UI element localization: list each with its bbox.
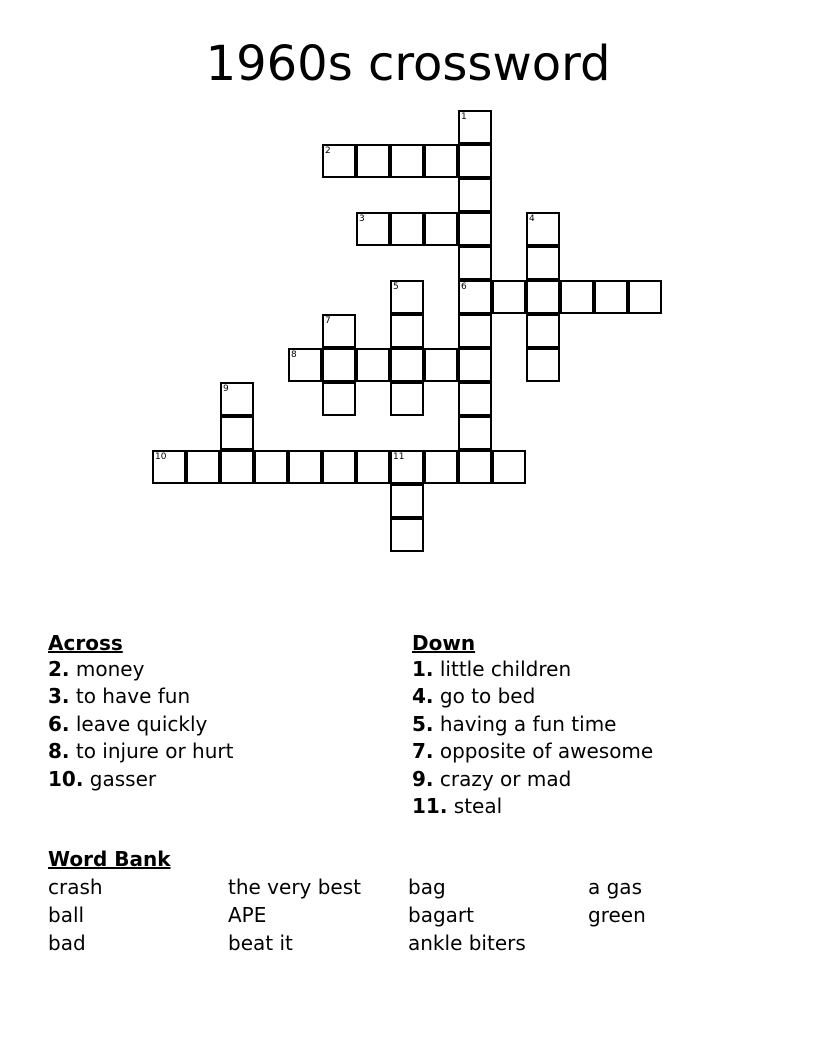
grid-cell[interactable] xyxy=(220,450,254,484)
clue-number: 9. xyxy=(412,766,434,791)
across-clue xyxy=(48,711,233,738)
clue-text: having a fun time xyxy=(433,711,617,736)
clue-text: little children xyxy=(433,657,572,681)
clue-number: 8. xyxy=(48,739,70,764)
clue-text: go to bed xyxy=(433,684,536,709)
word-bank-item: crash xyxy=(48,875,103,899)
clue-number: 11. xyxy=(412,794,448,819)
down-clue xyxy=(412,656,653,683)
grid-cell[interactable] xyxy=(458,280,492,314)
word-bank-item: green xyxy=(588,903,646,927)
word-bank-item: bag xyxy=(408,875,446,899)
clue-number: 4. xyxy=(412,684,434,709)
clue-text: to have fun xyxy=(69,684,191,709)
grid-cell[interactable] xyxy=(356,450,390,484)
grid-cell[interactable] xyxy=(288,348,322,382)
word-bank-item: the very best xyxy=(228,875,361,899)
grid-cell[interactable] xyxy=(526,348,560,382)
word-bank-item: APE xyxy=(228,903,267,927)
down-clue xyxy=(412,711,653,738)
grid-cell[interactable] xyxy=(424,212,458,246)
grid-cell[interactable] xyxy=(322,382,356,416)
grid-cell[interactable] xyxy=(628,280,662,314)
word-bank-item: bad xyxy=(48,931,86,955)
grid-cell[interactable] xyxy=(186,450,220,484)
grid-cell[interactable] xyxy=(458,212,492,246)
grid-cell[interactable] xyxy=(458,178,492,212)
clue-text: crazy or mad xyxy=(433,766,572,791)
down-clue xyxy=(412,766,653,793)
cell-number: 6 xyxy=(461,282,467,292)
grid-cell[interactable] xyxy=(390,382,424,416)
word-bank-item: ankle biters xyxy=(408,931,526,955)
grid-cell[interactable] xyxy=(458,416,492,450)
grid-cell[interactable] xyxy=(458,144,492,178)
grid-cell[interactable] xyxy=(356,144,390,178)
across-clue xyxy=(48,683,233,710)
grid-cell[interactable] xyxy=(390,314,424,348)
grid-cell[interactable] xyxy=(322,144,356,178)
grid-cell[interactable] xyxy=(390,348,424,382)
grid-cell[interactable] xyxy=(390,484,424,518)
grid-cell[interactable] xyxy=(492,280,526,314)
grid-cell[interactable] xyxy=(526,246,560,280)
grid-cell[interactable] xyxy=(254,450,288,484)
grid-cell[interactable] xyxy=(220,382,254,416)
grid-cell[interactable] xyxy=(458,450,492,484)
cell-number: 7 xyxy=(325,316,331,326)
across-clue xyxy=(48,766,233,793)
clue-text: gasser xyxy=(83,766,157,791)
clue-number: 10. xyxy=(48,766,84,791)
grid-cell[interactable] xyxy=(356,348,390,382)
across-clue xyxy=(48,738,233,765)
grid-cell[interactable] xyxy=(526,314,560,348)
grid-cell[interactable] xyxy=(526,280,560,314)
grid-cell[interactable] xyxy=(152,450,186,484)
cell-number: 9 xyxy=(223,384,229,394)
grid-cell[interactable] xyxy=(424,348,458,382)
grid-cell[interactable] xyxy=(594,280,628,314)
cell-number: 3 xyxy=(359,214,365,224)
down-clue xyxy=(412,738,653,765)
grid-cell[interactable] xyxy=(424,144,458,178)
word-bank-item: beat it xyxy=(228,931,293,955)
cell-number: 2 xyxy=(325,146,331,156)
clue-number: 1. xyxy=(412,657,434,681)
grid-cell[interactable] xyxy=(322,450,356,484)
clue-text: money xyxy=(69,657,145,681)
grid-cell[interactable] xyxy=(390,450,424,484)
grid-cell[interactable] xyxy=(390,518,424,552)
down-clues xyxy=(412,630,653,820)
grid-cell[interactable] xyxy=(560,280,594,314)
clue-text: to injure or hurt xyxy=(69,739,234,764)
clue-text: opposite of awesome xyxy=(433,739,654,764)
down-heading: Down xyxy=(412,631,476,655)
across-heading: Across xyxy=(48,631,123,655)
grid-cell[interactable] xyxy=(356,212,390,246)
grid-cell[interactable] xyxy=(288,450,322,484)
grid-cell[interactable] xyxy=(390,144,424,178)
grid-cell[interactable] xyxy=(322,314,356,348)
grid-cell[interactable] xyxy=(458,314,492,348)
clue-number: 7. xyxy=(412,739,434,764)
clue-number: 5. xyxy=(412,711,434,736)
word-bank-heading: Word Bank xyxy=(48,847,171,871)
cell-number: 1 xyxy=(461,112,467,122)
cell-number: 4 xyxy=(529,214,535,224)
puzzle-title: 1960s crossword xyxy=(205,36,611,92)
across-clue xyxy=(48,656,233,683)
cell-number: 8 xyxy=(291,350,297,360)
grid-cell[interactable] xyxy=(424,450,458,484)
grid-cell[interactable] xyxy=(492,450,526,484)
clue-number: 2. xyxy=(48,657,70,681)
clue-text: steal xyxy=(447,794,503,819)
clue-text: leave quickly xyxy=(69,711,208,736)
word-bank-item: bagart xyxy=(408,903,474,927)
grid-cell[interactable] xyxy=(458,246,492,280)
across-clues xyxy=(48,630,233,793)
down-clue xyxy=(412,793,653,820)
down-clue xyxy=(412,683,653,710)
grid-cell[interactable] xyxy=(390,212,424,246)
grid-cell[interactable] xyxy=(458,382,492,416)
grid-cell[interactable] xyxy=(526,212,560,246)
grid-cell[interactable] xyxy=(458,348,492,382)
word-bank-item: ball xyxy=(48,903,85,927)
cell-number: 10 xyxy=(155,452,167,462)
cell-number: 5 xyxy=(393,282,399,292)
grid-cell[interactable] xyxy=(220,416,254,450)
grid-cell[interactable] xyxy=(390,280,424,314)
clue-number: 6. xyxy=(48,711,70,736)
cell-number: 11 xyxy=(393,452,405,462)
clue-number: 3. xyxy=(48,684,70,709)
word-bank-item: a gas xyxy=(588,875,642,899)
grid-cell[interactable] xyxy=(458,110,492,144)
grid-cell[interactable] xyxy=(322,348,356,382)
